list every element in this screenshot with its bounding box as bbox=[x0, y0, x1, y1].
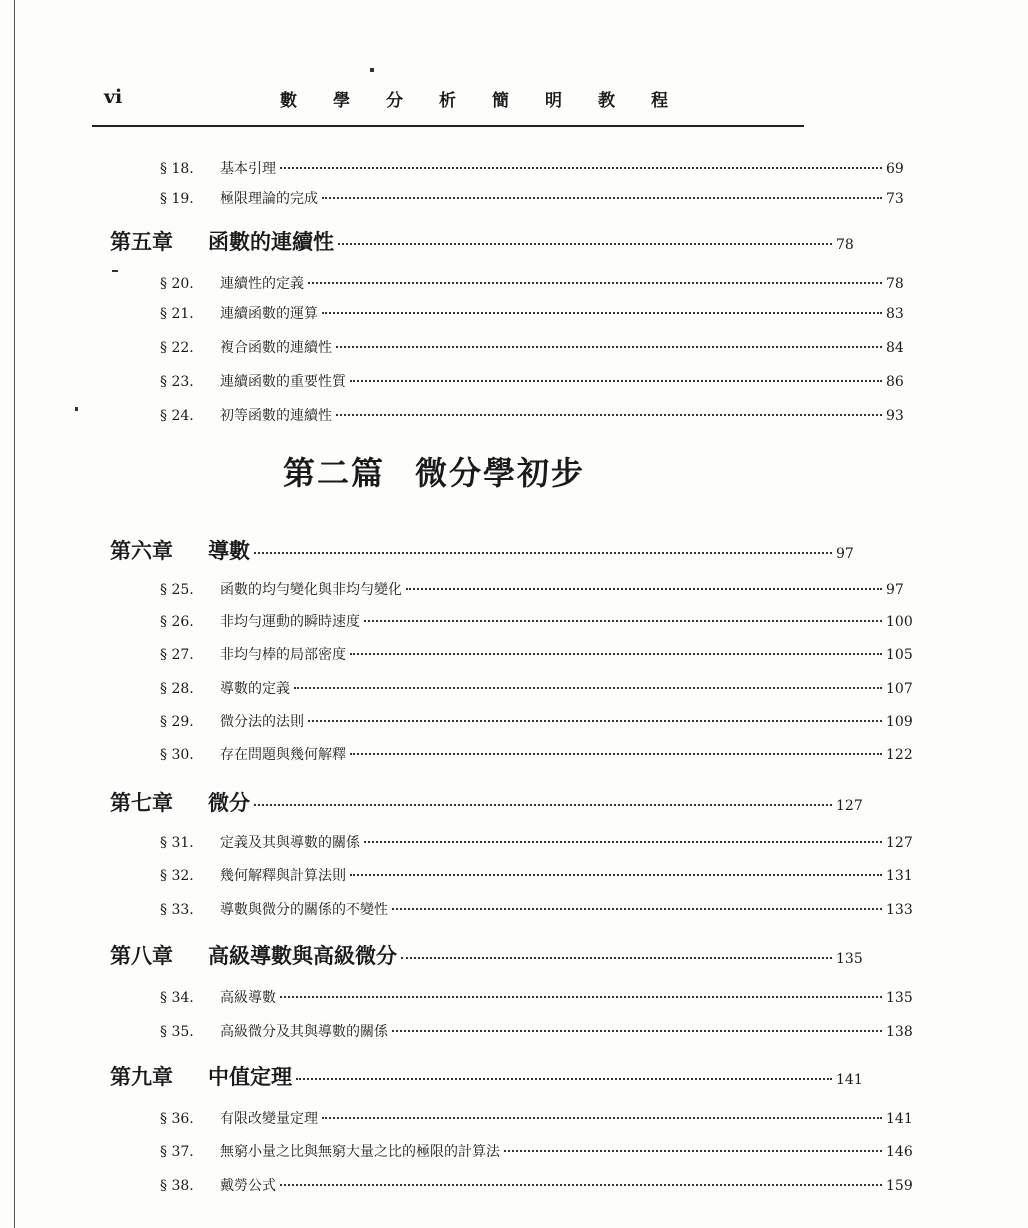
book-title: 數學分析簡明教程 bbox=[280, 91, 704, 111]
section-number: § 29. bbox=[160, 714, 194, 730]
section-title: 非均勻運動的瞬時速度 bbox=[220, 614, 360, 630]
section-number: § 22. bbox=[160, 340, 194, 356]
page-reference: 135 bbox=[836, 951, 863, 967]
section-title: 微分法的法則 bbox=[220, 714, 304, 730]
section-number: § 24. bbox=[160, 408, 194, 424]
section-number: § 32. bbox=[160, 868, 194, 884]
toc-chapter-row bbox=[0, 940, 978, 970]
toc-section-row bbox=[0, 1021, 1028, 1041]
toc-section-row bbox=[0, 744, 1028, 764]
toc-section-row bbox=[0, 579, 1028, 599]
section-number: § 25. bbox=[160, 582, 194, 598]
toc-section-row bbox=[0, 987, 1028, 1007]
chapter-number: 第九章 bbox=[110, 1064, 173, 1089]
section-number: § 30. bbox=[160, 747, 194, 763]
page-reference: 97 bbox=[836, 546, 854, 562]
section-title: 複合函數的連續性 bbox=[220, 340, 332, 356]
dot-leader bbox=[322, 197, 882, 199]
section-number: § 20. bbox=[160, 276, 194, 292]
toc-section-row bbox=[0, 711, 1028, 731]
part-heading bbox=[0, 448, 868, 494]
section-title: 非均勻棒的局部密度 bbox=[220, 647, 346, 663]
section-number: § 36. bbox=[160, 1111, 194, 1127]
toc-section-row bbox=[0, 303, 1028, 323]
dot-leader bbox=[401, 957, 832, 959]
section-number: § 33. bbox=[160, 902, 194, 918]
section-title: 高級微分及其與導數的關係 bbox=[220, 1024, 388, 1040]
dot-leader bbox=[308, 282, 882, 284]
section-title: 無窮小量之比與無窮大量之比的極限的計算法 bbox=[220, 1144, 500, 1160]
page-reference: 133 bbox=[886, 902, 913, 918]
toc-section-row bbox=[0, 644, 1028, 664]
page-reference: 127 bbox=[886, 835, 913, 851]
chapter-title: 中值定理 bbox=[208, 1064, 292, 1089]
dot-leader bbox=[322, 1117, 882, 1119]
dot-leader bbox=[336, 414, 882, 416]
scan-speck bbox=[112, 270, 118, 272]
toc-section-row bbox=[0, 832, 1028, 852]
toc-chapter-row bbox=[0, 787, 978, 817]
section-number: § 38. bbox=[160, 1178, 194, 1194]
toc-chapter-row bbox=[0, 535, 978, 565]
toc-section-row bbox=[0, 371, 1028, 391]
dot-leader bbox=[294, 687, 882, 689]
page-reference: 141 bbox=[886, 1111, 913, 1127]
page-reference: 122 bbox=[886, 747, 913, 763]
page-reference: 93 bbox=[886, 408, 904, 424]
page-reference: 141 bbox=[836, 1072, 863, 1088]
chapter-number: 第七章 bbox=[110, 790, 173, 815]
chapter-title: 微分 bbox=[208, 790, 250, 815]
part-title: 微分學初步 bbox=[415, 454, 586, 492]
toc-section-row bbox=[0, 678, 1028, 698]
page-reference: 86 bbox=[886, 374, 904, 390]
dot-leader bbox=[308, 720, 882, 722]
dot-leader bbox=[280, 167, 882, 169]
section-title: 導數與微分的關係的不變性 bbox=[220, 902, 388, 918]
toc-section-row bbox=[0, 273, 1028, 293]
page-reference: 69 bbox=[886, 161, 904, 177]
dot-leader bbox=[322, 312, 882, 314]
dot-leader bbox=[338, 243, 832, 245]
toc-section-row bbox=[0, 1175, 1028, 1195]
toc-section-row bbox=[0, 405, 1028, 425]
dot-leader bbox=[280, 996, 882, 998]
dot-leader bbox=[392, 908, 882, 910]
section-title: 連續性的定義 bbox=[220, 276, 304, 292]
section-title: 幾何解釋與計算法則 bbox=[220, 868, 346, 884]
section-number: § 18. bbox=[160, 161, 194, 177]
dot-leader bbox=[350, 380, 882, 382]
dot-leader bbox=[350, 653, 882, 655]
part-number: 第二篇 bbox=[282, 454, 385, 492]
section-number: § 19. bbox=[160, 191, 194, 207]
page-reference: 100 bbox=[886, 614, 913, 630]
section-title: 基本引理 bbox=[220, 161, 276, 177]
section-number: § 37. bbox=[160, 1144, 194, 1160]
running-header bbox=[92, 86, 804, 118]
page-reference: 97 bbox=[886, 582, 904, 598]
dot-leader bbox=[364, 841, 882, 843]
page-reference: 138 bbox=[886, 1024, 913, 1040]
section-number: § 26. bbox=[160, 614, 194, 630]
section-number: § 34. bbox=[160, 990, 194, 1006]
section-title: 連續函數的運算 bbox=[220, 306, 318, 322]
section-title: 高級導數 bbox=[220, 990, 276, 1006]
dot-leader bbox=[392, 1030, 882, 1032]
dot-leader bbox=[364, 620, 882, 622]
section-title: 導數的定義 bbox=[220, 681, 290, 697]
toc-section-row bbox=[0, 611, 1028, 631]
section-number: § 23. bbox=[160, 374, 194, 390]
chapter-number: 第五章 bbox=[110, 229, 173, 254]
section-number: § 31. bbox=[160, 835, 194, 851]
dot-leader bbox=[254, 804, 832, 806]
section-title: 初等函數的連續性 bbox=[220, 408, 332, 424]
section-title: 極限理論的完成 bbox=[220, 191, 318, 207]
page-reference: 105 bbox=[886, 647, 913, 663]
dot-leader bbox=[406, 588, 882, 590]
dot-leader bbox=[254, 552, 832, 554]
chapter-title: 高級導數與高級微分 bbox=[208, 943, 397, 968]
dot-leader bbox=[296, 1078, 832, 1080]
dot-leader bbox=[350, 753, 882, 755]
toc-section-row bbox=[0, 188, 1028, 208]
chapter-number: 第八章 bbox=[110, 943, 173, 968]
section-title: 函數的均勻變化與非均勻變化 bbox=[220, 582, 402, 598]
page-reference: 159 bbox=[886, 1178, 913, 1194]
page-reference: 84 bbox=[886, 340, 904, 356]
section-title: 存在問題與幾何解釋 bbox=[220, 747, 346, 763]
toc-section-row bbox=[0, 865, 1028, 885]
dot-leader bbox=[350, 874, 882, 876]
page-reference: 127 bbox=[836, 798, 863, 814]
dot-leader bbox=[504, 1150, 882, 1152]
section-number: § 35. bbox=[160, 1024, 194, 1040]
section-title: 戴勞公式 bbox=[220, 1178, 276, 1194]
page-reference: 107 bbox=[886, 681, 913, 697]
dot-leader bbox=[336, 346, 882, 348]
chapter-title: 導數 bbox=[208, 538, 250, 563]
toc-section-row bbox=[0, 337, 1028, 357]
toc-section-row bbox=[0, 899, 1028, 919]
page-reference: 146 bbox=[886, 1144, 913, 1160]
dot-leader bbox=[280, 1184, 882, 1186]
page-number: vi bbox=[104, 86, 123, 108]
page-reference: 78 bbox=[886, 276, 904, 292]
chapter-number: 第六章 bbox=[110, 538, 173, 563]
section-title: 定義及其與導數的關係 bbox=[220, 835, 360, 851]
page-reference: 135 bbox=[886, 990, 913, 1006]
page-reference: 109 bbox=[886, 714, 913, 730]
scan-speck bbox=[370, 68, 374, 72]
page-reference: 73 bbox=[886, 191, 904, 207]
section-number: § 21. bbox=[160, 306, 194, 322]
section-number: § 27. bbox=[160, 647, 194, 663]
section-number: § 28. bbox=[160, 681, 194, 697]
page-reference: 131 bbox=[886, 868, 913, 884]
section-title: 連續函數的重要性質 bbox=[220, 374, 346, 390]
toc-section-row bbox=[0, 158, 1028, 178]
section-title: 有限改變量定理 bbox=[220, 1111, 318, 1127]
toc-chapter-row bbox=[0, 1061, 978, 1091]
toc-section-row bbox=[0, 1108, 1028, 1128]
header-rule bbox=[92, 125, 804, 127]
toc-chapter-row bbox=[0, 226, 978, 256]
chapter-title: 函數的連續性 bbox=[208, 229, 334, 254]
toc-section-row bbox=[0, 1141, 1028, 1161]
page-reference: 83 bbox=[886, 306, 904, 322]
page-reference: 78 bbox=[836, 237, 854, 253]
